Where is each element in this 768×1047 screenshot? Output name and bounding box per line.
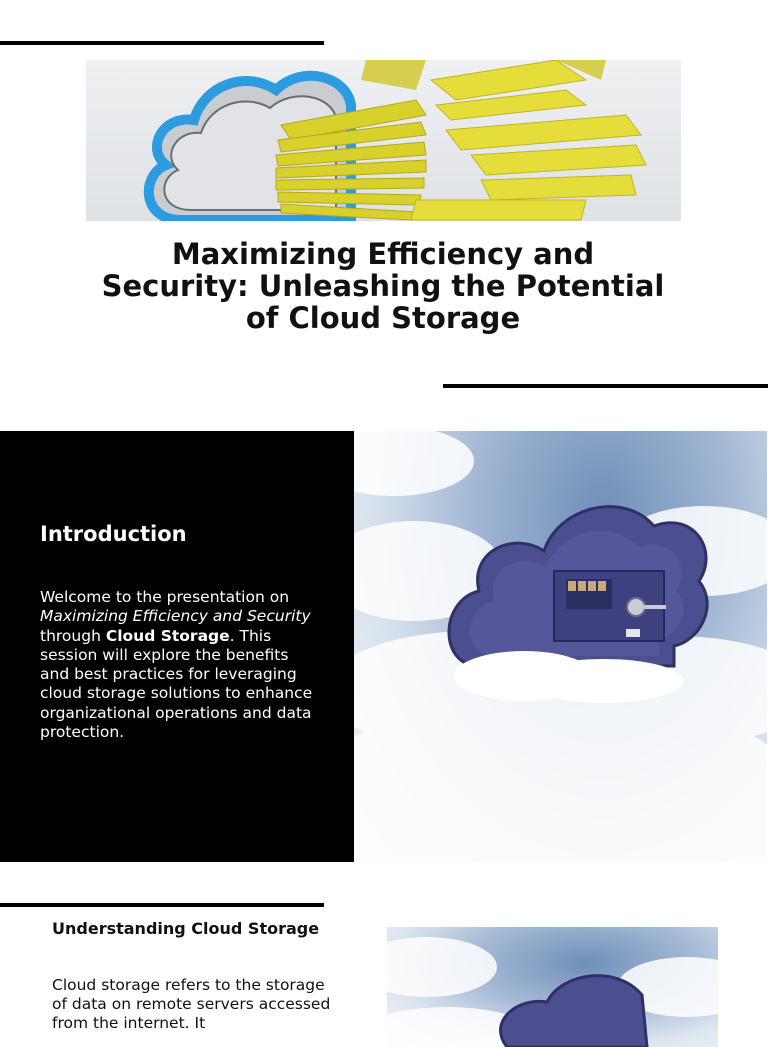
intro-paragraph	[40, 588, 318, 742]
intro-text-through: through	[40, 626, 101, 645]
cloud-folders-image	[86, 60, 681, 221]
presentation-title: Maximizing Efficiency and Security: Unleashing the Potential of Cloud Storage	[101, 237, 665, 335]
top-left-divider	[0, 41, 324, 45]
bottom-right-divider	[443, 384, 768, 388]
cloud-safe-image-2	[387, 927, 718, 1047]
intro-text-bold: Cloud Storage	[105, 626, 230, 645]
intro-text-rest: . This session will explore the benefits and best practices for leveraging cloud storage solutions to enhance organizational operations and data protection.	[40, 626, 313, 742]
slide3-divider	[0, 903, 324, 907]
cloud-safe-image	[354, 431, 767, 862]
intro-text-italic: Maximizing Efficiency and Security	[40, 607, 311, 626]
understanding-heading: Understanding Cloud Storage	[52, 919, 320, 938]
understanding-paragraph: Cloud storage refers to the storage of data on remote servers accessed from the internet. It	[52, 976, 331, 1032]
intro-heading: Introduction	[40, 522, 187, 546]
intro-text-start: Welcome to the presentation on	[40, 588, 290, 606]
